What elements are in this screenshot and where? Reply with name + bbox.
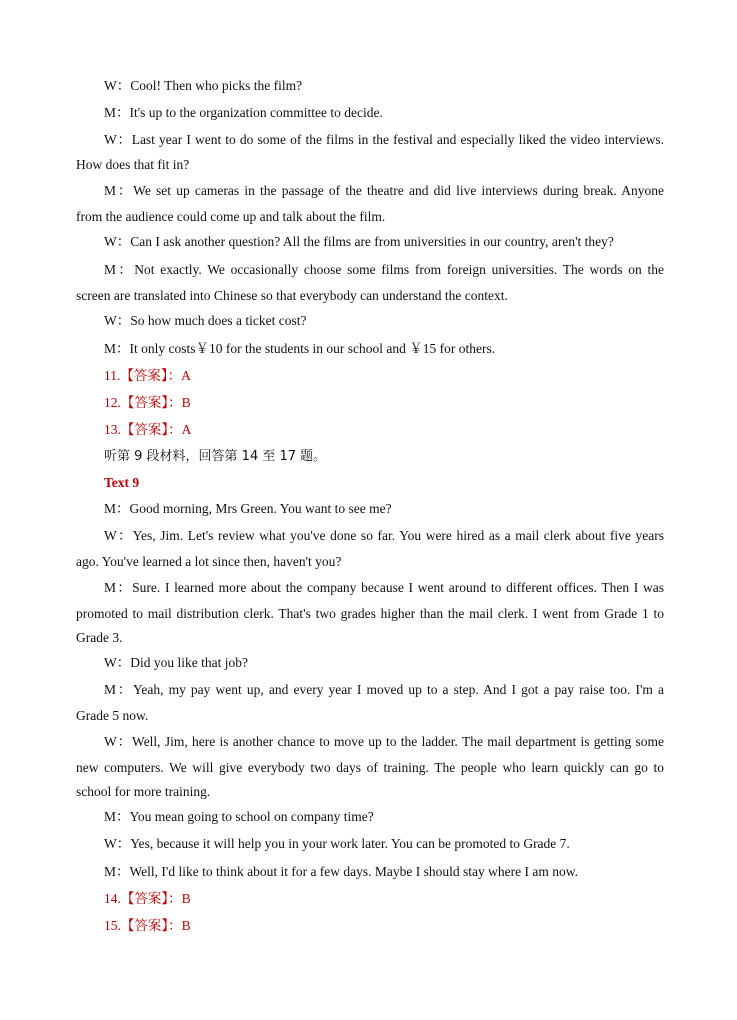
text-heading: Text 9 (104, 475, 140, 490)
dialogue-line: W：Did you like that job? (104, 655, 248, 670)
dialogue-line: W：Yes, Jim. Let's review what you've done so far. You were hired as a mail clerk about five years (104, 528, 664, 543)
dialogue-line: M：Good morning, Mrs Green. You want to see me? (104, 501, 392, 516)
dialogue-line-continued: new computers. We will give everybody two days of training. The people who learn quickly can go to (76, 760, 664, 775)
dialogue-line: M：We set up cameras in the passage of the theatre and did live interviews during break. Anyone (104, 183, 664, 198)
dialogue-line: M：It's up to the organization committee to decide. (104, 105, 383, 120)
dialogue-line: W：So how much does a ticket cost? (104, 313, 307, 328)
dialogue-line: W：Last year I went to do some of the films in the festival and especially liked the video interviews. (104, 132, 664, 147)
dialogue-line: W：Can I ask another question? All the films are from universities in our country, aren't they? (104, 234, 614, 249)
dialogue-line: M：Sure. I learned more about the company because I went around to different offices. Then I was (104, 580, 664, 595)
dialogue-line: W：Well, Jim, here is another chance to move up to the ladder. The mail department is getting some (104, 734, 664, 749)
dialogue-line: M：Not exactly. We occasionally choose some films from foreign universities. The words on the (104, 262, 664, 277)
dialogue-line-continued: ago. You've learned a lot since then, haven't you? (76, 554, 342, 569)
dialogue-line-continued: Grade 3. (76, 630, 123, 645)
answer-line: 15.【答案】：B (104, 918, 191, 933)
answer-line: 12.【答案】：B (104, 395, 191, 410)
dialogue-line: M：Yeah, my pay went up, and every year I moved up to a step. And I got a pay raise too. I'm a (104, 682, 664, 697)
dialogue-line-continued: school for more training. (76, 784, 211, 799)
answer-line: 11.【答案】：A (104, 368, 191, 383)
dialogue-line: M：Well, I'd like to think about it for a few days. Maybe I should stay where I am now. (104, 864, 578, 879)
dialogue-line-continued: Grade 5 now. (76, 708, 149, 723)
dialogue-line: W：Cool! Then who picks the film? (104, 78, 303, 93)
dialogue-line: M：It only costs￥10 for the students in our school and ￥15 for others. (104, 341, 496, 356)
dialogue-line-continued: screen are translated into Chinese so that everybody can understand the context. (76, 288, 508, 303)
dialogue-line-continued: How does that fit in? (76, 157, 190, 172)
dialogue-line: M：You mean going to school on company time? (104, 809, 374, 824)
answer-line: 14.【答案】：B (104, 891, 191, 906)
dialogue-line-continued: promoted to mail distribution clerk. That's two grades higher than the mail clerk. I went from Grade 1 to (76, 606, 664, 621)
answer-line: 13.【答案】：A (104, 422, 192, 437)
dialogue-line-continued: from the audience could come up and talk about the film. (76, 209, 386, 224)
section-instruction: 听第 9 段材料，回答第 14 至 17 题。 (104, 449, 327, 464)
dialogue-line: W：Yes, because it will help you in your work later. You can be promoted to Grade 7. (104, 836, 570, 851)
